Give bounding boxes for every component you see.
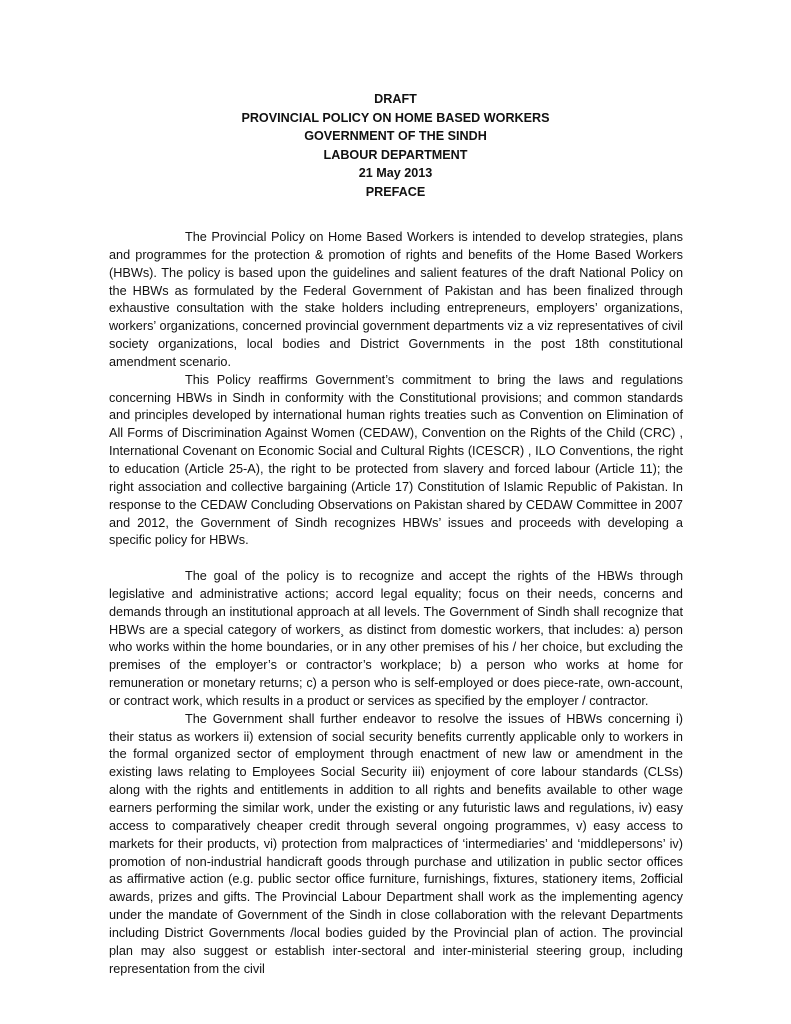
paragraph-government-endeavor: The Government shall further endeavor to resolve the issues of HBWs concerning i) their status as workers ii) extension of social security benefits currently applicable only to workers in the formal organized sector of employment through enactment of new law or amendment in the existing laws relating to Employees Social Security iii) enjoyment of core labour standards (CLSs) along with the rights and entitlements in addition to all rights and benefits available to other wage earners performing the similar work, under the existing or any futuristic laws and regulations, iv) easy access to comparatively cheaper credit through several ongoing programmes, v) easy access to markets for their products, vi) protection from malpractices of ‘intermediaries’ and ‘middlepersons’ iv) promotion of non-industrial handicraft goods through purchase and utilization in public sector offices as affirmative action (e.g. public sector office furniture, furnishings, fixtures, stationery items, 2official awards, prizes and gifts. The Provincial Labour Department shall work as the implementing agency under the mandate of Government of the Sindh in close collaboration with the relevant Departments including District Governments /local bodies guided by the Provincial plan of action. The provincial plan may also suggest or establish inter-sectoral and inter-ministerial steering group, including representation from the civil xyxy=(109,711,683,976)
document-heading xyxy=(0,90,791,202)
document-body xyxy=(109,229,683,978)
paragraph-commitment: This Policy reaffirms Government’s commitment to bring the laws and regulations concerning HBWs in Sindh in conformity with the Constitutional provisions; and common standards and principles developed by international human rights treaties such as Convention on Elimination of All Forms of Discrimination Against Women (CEDAW), Convention on the Rights of the Child (CRC) , International Covenant on Economic Social and Cultural Rights (ICESCR) , ILO Conventions, the right to education (Article 25-A), the right to be protected from slavery and forced labour (Article 11); the right association and collective bargaining (Article 17) Constitution of Islamic Republic of Pakistan. In response to the CEDAW Concluding Observations on Pakistan shared by CEDAW Committee in 2007 and 2012, the Government of Sindh recognizes HBWs’ issues and proceeds with developing a specific policy for HBWs. xyxy=(109,372,683,548)
department-name: LABOUR DEPARTMENT xyxy=(323,147,468,162)
paragraph-intro: The Provincial Policy on Home Based Workers is intended to develop strategies, plans and programmes for the protection & promotion of rights and benefits of the Home Based Workers (HBWs). The policy is based upon the guidelines and salient features of the draft National Policy on the HBWs as formulated by the Federal Government of Pakistan and has been finalized through exhaustive consultation with the stake holders including entrepreneurs, employers’ organizations, workers’ organizations, concerned provincial government departments viz a viz representatives of civil society organizations, local bodies and District Governments in the post 18th constitutional amendment scenario. xyxy=(109,230,683,369)
draft-label: DRAFT xyxy=(374,92,417,106)
policy-title: PROVINCIAL POLICY ON HOME BASED WORKERS xyxy=(241,110,550,125)
paragraph-goal: The goal of the policy is to recognize and accept the rights of the HBWs through legislative and administrative actions; accord legal equality; focus on their needs, concerns and demands through an institutional approach at all levels. The Government of Sindh shall recognize that HBWs are a special category of workers¸ as distinct from domestic workers, that includes: a) person who works within the home boundaries, or in any other premises of his / her choice, but excluding the premises of the employer’s or contractor’s workplace; b) a person who works at home for remuneration or monetary returns; c) a person who is self-employed or does piece-rate, own-account, or contract work, which results in a product or services as specified by the employer / contractor. xyxy=(109,569,683,708)
section-title: PREFACE xyxy=(365,184,426,199)
document-date: 21 May 2013 xyxy=(358,166,433,181)
government-name: GOVERNMENT OF THE SINDH xyxy=(304,129,487,144)
